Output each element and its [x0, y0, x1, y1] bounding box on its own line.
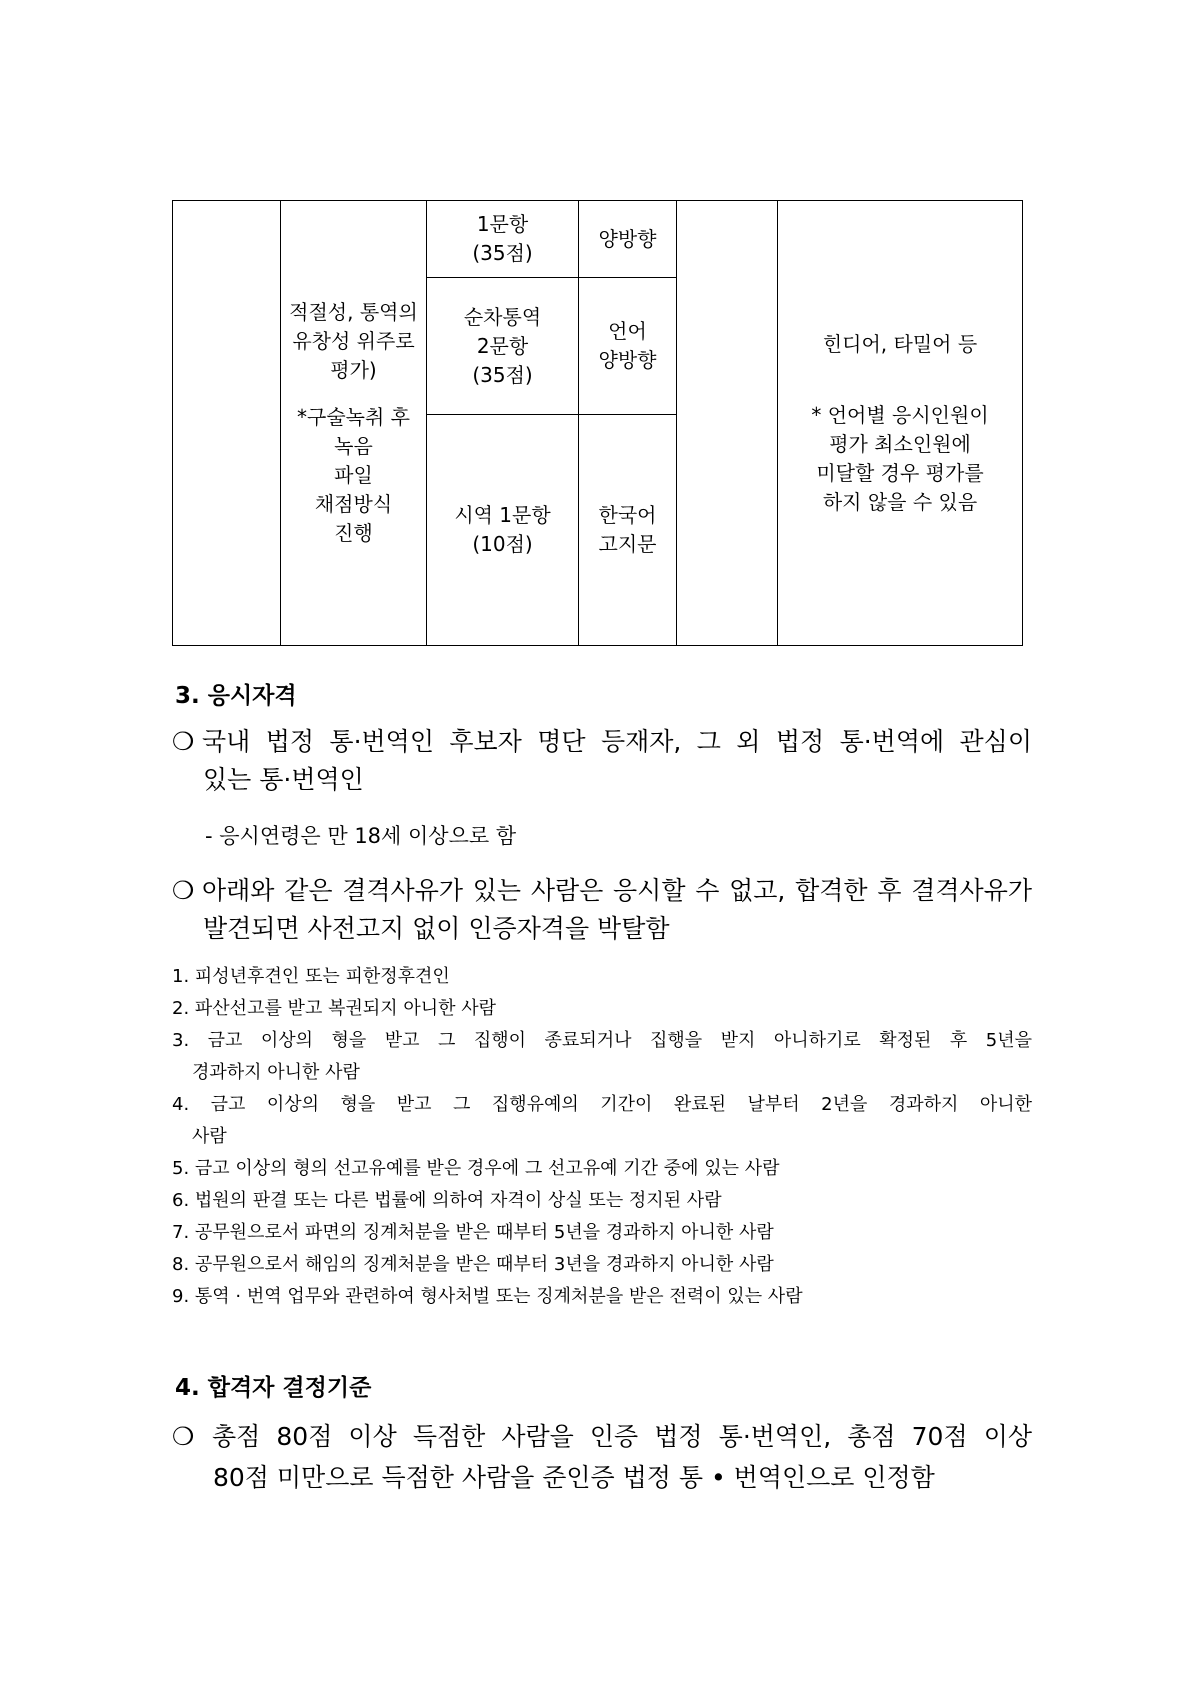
age-note: - 응시연령은 만 18세 이상으로 함	[205, 824, 517, 848]
disqualification-item-4: 4. 금고 이상의 형을 받고 그 집행유예의 기간이 완료된 날부터 2년을 경과하지 아니한	[172, 1094, 1032, 1115]
bullet-1-line-2: 있는 통·번역인	[203, 765, 364, 794]
disqualification-item-9: 9. 통역 · 번역 업무와 관련하여 형사처벌 또는 징계처분을 받은 전력이 있는 사람	[172, 1286, 803, 1307]
disqualification-item-5: 5. 금고 이상의 형의 선고유예를 받은 경우에 그 선고유예 기간 중에 있는 사람	[172, 1158, 780, 1179]
table-cell-item-3: 시역 1문항 (10점)	[427, 415, 579, 646]
bullet-1-line-1: 국내 법정 통·번역인 후보자 명단 등재자, 그 외 법정 통·번역에 관심이	[202, 727, 1032, 756]
table-cell-method	[281, 201, 427, 646]
bullet-2-line-1: 아래와 같은 결격사유가 있는 사람은 응시할 수 없고, 합격한 후 결격사유가	[202, 876, 1032, 905]
disqualification-item-4-cont: 사람	[192, 1126, 227, 1147]
qualification-bullet-2	[172, 872, 1032, 910]
disqualification-item-2: 2. 파산선고를 받고 복권되지 아니한 사람	[172, 998, 496, 1019]
bullet-2-line-2: 발견되면 사전고지 없이 인증자격을 박탈함	[203, 914, 670, 943]
disqualification-item-7: 7. 공무원으로서 파면의 징계처분을 받은 때부터 5년을 경과하지 아니한 사람	[172, 1222, 774, 1243]
bullet-circle-icon: ❍	[172, 1422, 195, 1451]
disqualification-item-3: 3. 금고 이상의 형을 받고 그 집행이 종료되거나 집행을 받지 아니하기로 확정된 후 5년을	[172, 1030, 1032, 1051]
pass-criteria-bullet	[172, 1418, 1032, 1456]
pass-criteria-line-2: 80점 미만으로 득점한 사람을 준인증 법정 통 • 번역인으로 인정함	[213, 1463, 935, 1492]
qualification-bullet-1	[172, 723, 1032, 761]
method-note: *구술녹취 후 녹음 파일 채점방식 진행	[297, 405, 410, 545]
table-cell-item-1: 1문항 (35점)	[427, 201, 579, 278]
disqualification-item-3-cont: 경과하지 아니한 사람	[192, 1062, 360, 1083]
exam-structure-table	[172, 200, 1023, 646]
table-cell-blank	[677, 201, 778, 646]
method-text: 적절성, 통역의 유창성 위주로 평가)	[289, 300, 418, 382]
section-3-heading: 3. 응시자격	[175, 683, 297, 709]
section-4-heading: 4. 합격자 결정기준	[175, 1375, 372, 1401]
table-cell-languages	[778, 201, 1023, 646]
pass-criteria-line-1: 총점 80점 이상 득점한 사람을 인증 법정 통·번역인, 총점 70점 이상	[212, 1422, 1032, 1451]
table-cell-direction-3: 한국어 고지문	[579, 415, 677, 646]
languages-note: * 언어별 응시인원이 평가 최소인원에 미달할 경우 평가를 하지 않을 수 있음	[811, 402, 989, 514]
table-cell-item-2: 순차통역 2문항 (35점)	[427, 278, 579, 415]
bullet-circle-icon: ❍	[172, 727, 195, 756]
disqualification-item-1: 1. 피성년후견인 또는 피한정후견인	[172, 966, 450, 987]
table-cell-direction-2: 언어 양방향	[579, 278, 677, 415]
table-cell-category	[173, 201, 281, 646]
disqualification-item-6: 6. 법원의 판결 또는 다른 법률에 의하여 자격이 상실 또는 정지된 사람	[172, 1190, 722, 1211]
disqualification-item-8: 8. 공무원으로서 해임의 징계처분을 받은 때부터 3년을 경과하지 아니한 사람	[172, 1254, 774, 1275]
bullet-circle-icon: ❍	[172, 876, 195, 905]
languages-text: 힌디어, 타밀어 등	[822, 331, 978, 356]
table-cell-direction-1: 양방향	[579, 201, 677, 278]
